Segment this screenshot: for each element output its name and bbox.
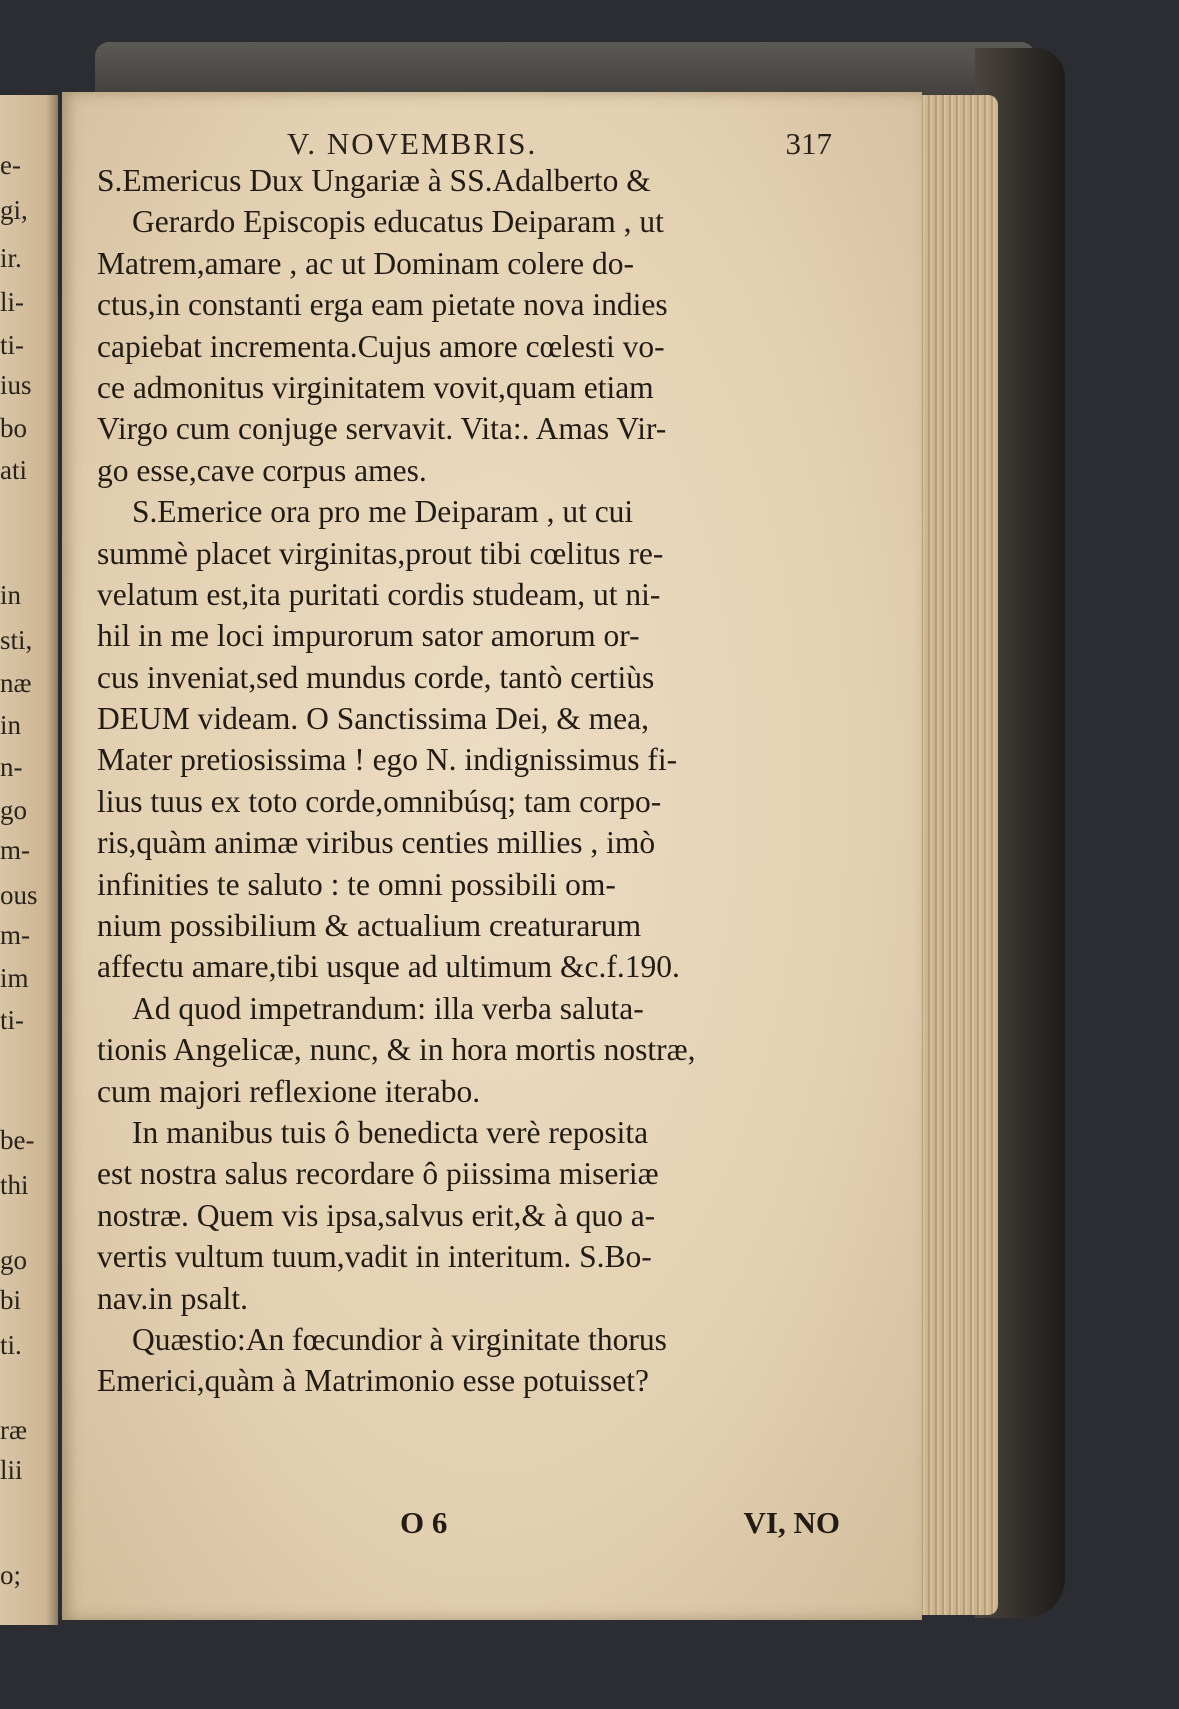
left-page-fragment: in (0, 710, 22, 740)
left-page-fragment: m- (0, 920, 30, 950)
text-line: nostræ. Quem vis ipsa,salvus erit,& à quo a- (97, 1197, 656, 1233)
text-line: S.Emerice ora pro me Deiparam , ut cui (132, 494, 634, 530)
left-page-fragment: o; (0, 1560, 22, 1590)
text-line: S.Emericus Dux Ungariæ à SS.Adalberto & (97, 163, 651, 198)
text-line: Matrem,amare , ac ut Dominam colere do- (97, 245, 635, 281)
left-page-fragment: ti- (0, 330, 24, 360)
text-line: hil in me loci impurorum sator amorum or- (97, 618, 640, 654)
left-page-fragment: ati (0, 455, 27, 485)
left-page (0, 95, 58, 1625)
page-edges (918, 95, 998, 1615)
left-page-fragment: in (0, 580, 22, 610)
text-line: go esse,cave corpus ames. (97, 452, 427, 488)
left-page-fragment: li- (0, 287, 24, 317)
page-number: 317 (785, 126, 832, 161)
text-line: nav.in psalt. (97, 1280, 249, 1316)
text-line: affectu amare,tibi usque ad ultimum &c.f.190. (97, 949, 680, 985)
left-page-fragment: ti. (0, 1330, 22, 1360)
left-page-fragment: ti- (0, 1005, 24, 1035)
left-page-fragment: ous (0, 880, 38, 910)
text-line: est nostra salus recordare ô piissima miseriæ (97, 1156, 659, 1192)
text-line: Mater pretiosissima ! ego N. indignissimus fi- (97, 742, 678, 778)
left-page-fragment: bo (0, 413, 27, 443)
left-page-fragment: e- (0, 150, 21, 180)
text-line: infinities te saluto : te omni possibili om- (97, 866, 616, 902)
text-line: capiebat incrementa.Cujus amore cœlesti vo- (97, 328, 665, 364)
left-page-fragment: gi, (0, 195, 28, 225)
left-page-fragment: lii (0, 1455, 23, 1485)
body-text (97, 160, 832, 1402)
text-line: cum majori reflexione iterabo. (97, 1073, 481, 1109)
catchword: VI, NO (743, 1505, 840, 1540)
left-page-fragment: m- (0, 835, 30, 865)
left-page-fragment: næ (0, 668, 32, 698)
left-page-fragment: bi (0, 1285, 22, 1315)
left-page-fragment: ius (0, 370, 32, 400)
text-line: Virgo cum conjuge servavit. Vita:. Amas Vir- (97, 411, 667, 447)
text-line: vertis vultum tuum,vadit in interitum. S.Bo- (97, 1239, 652, 1275)
left-page-fragment: ræ (0, 1415, 27, 1445)
text-line: DEUM videam. O Sanctissima Dei, & mea, (97, 701, 650, 737)
text-line: In manibus tuis ô benedicta verè reposita (132, 1114, 649, 1150)
left-page-fragment: go (0, 795, 27, 825)
text-line: summè placet virginitas,prout tibi cœlitus re- (97, 535, 664, 571)
left-page-fragment: n- (0, 752, 23, 782)
left-page-fragment: thi (0, 1170, 29, 1200)
signature-mark: O 6 (400, 1505, 448, 1540)
text-line: ris,quàm animæ viribus centies millies , imò (97, 825, 656, 861)
page-footer (400, 1505, 840, 1545)
text-line: ctus,in constanti erga eam pietate nova indies (97, 287, 668, 323)
text-line: tionis Angelicæ, nunc, & in hora mortis nostræ, (97, 1032, 696, 1068)
text-line: cus inveniat,sed mundus corde, tantò certiùs (97, 659, 655, 695)
text-line: nium possibilium & actualium creaturarum (97, 908, 642, 944)
text-line: lius tuus ex toto corde,omnibúsq; tam corpo- (97, 783, 662, 819)
text-line: Quæstio:An fœcundior à virginitate thorus (132, 1321, 667, 1357)
left-page-fragment: sti, (0, 625, 33, 655)
text-line: Emerici,quàm à Matrimonio esse potuisset? (97, 1363, 649, 1399)
text-line: velatum est,ita puritati cordis studeam, ut ni- (97, 576, 661, 612)
header-title: V. NOVEMBRIS. (287, 126, 538, 161)
text-line: Ad quod impetrandum: illa verba saluta- (132, 990, 644, 1026)
left-page-fragment: im (0, 963, 29, 993)
left-page-fragment: be- (0, 1125, 35, 1155)
left-page-fragment: go (0, 1245, 27, 1275)
text-line: ce admonitus virginitatem vovit,quam etiam (97, 369, 654, 405)
text-line: Gerardo Episcopis educatus Deiparam , ut (132, 204, 664, 240)
left-page-fragment: ir. (0, 243, 22, 273)
